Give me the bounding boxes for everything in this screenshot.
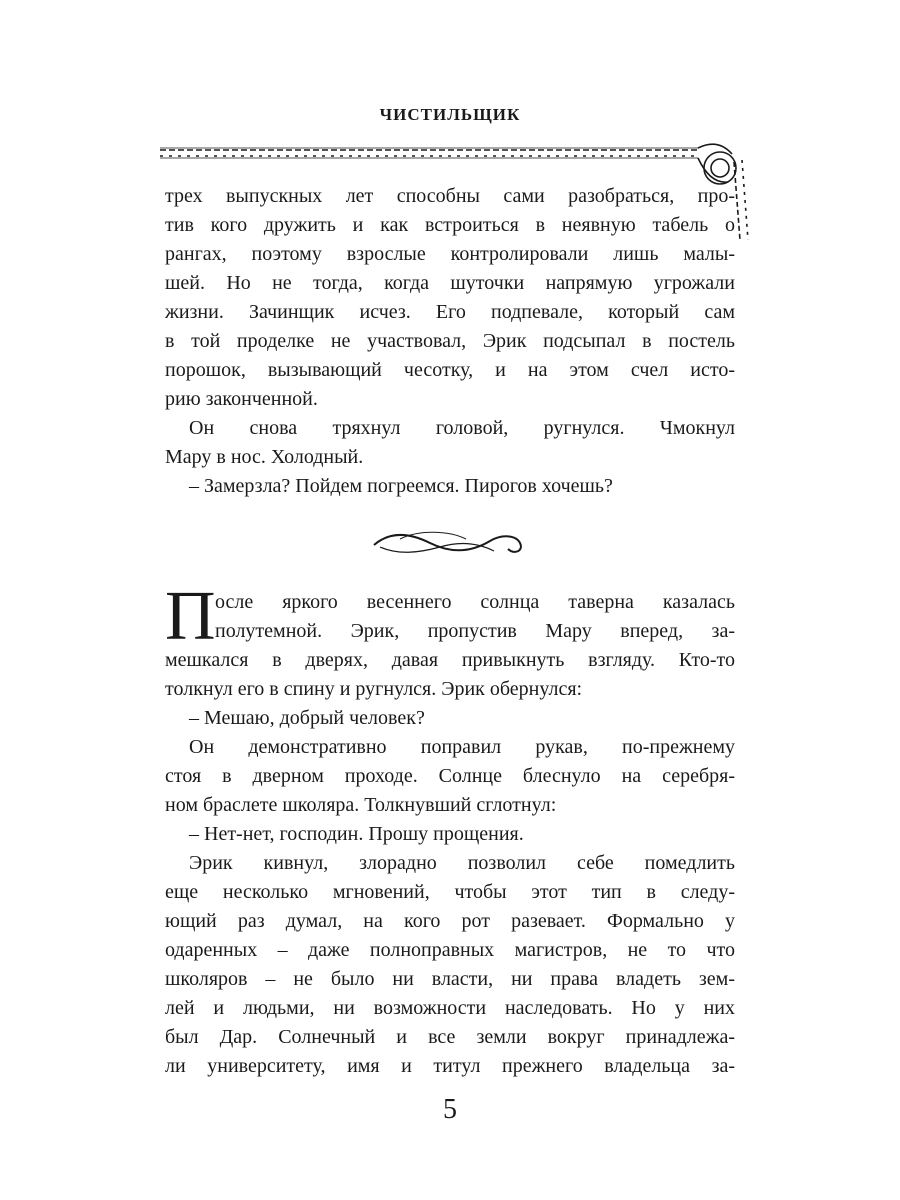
flourish-ornament — [370, 525, 530, 565]
text-line: рию законченной. — [165, 388, 318, 410]
text-line: одаренных – даже полноправных магистров, не то что — [165, 939, 735, 961]
text-line: порошок, вызывающий чесотку, и на этом счел исто- — [165, 359, 735, 381]
text-line: – Замерзла? Пойдем погреемся. Пирогов хочешь? — [189, 475, 613, 497]
page-number: 5 — [443, 1094, 457, 1125]
text-line: – Мешаю, добрый человек? — [189, 707, 425, 729]
text-line: стоя в дверном проходе. Солнце блеснуло на серебря- — [165, 765, 735, 787]
text-line: осле яркого весеннего солнца таверна казалась — [215, 591, 735, 613]
text-line: школяров – не было ни власти, ни права владеть зем- — [165, 968, 735, 990]
text-line: в той проделке не участвовал, Эрик подсыпал в постель — [165, 330, 735, 352]
text-line: полутемной. Эрик, пропустив Мару вперед, за- — [215, 620, 735, 642]
text-line: ном браслете школяра. Толкнувший сглотнул: — [165, 794, 557, 816]
text-line: Он демонстративно поправил рукав, по-прежнему — [189, 736, 735, 758]
text-line: лей и людьми, ни возможности наследовать. Но у них — [165, 997, 735, 1019]
text-line: мешкался в дверях, давая привыкнуть взгляду. Кто-то — [165, 649, 735, 671]
drop-cap: П — [165, 578, 216, 655]
text-line: Он снова тряхнул головой, ругнулся. Чмокнул — [189, 417, 735, 439]
text-line: рангах, поэтому взрослые контролировали лишь малы- — [165, 243, 735, 265]
text-line: жизни. Зачинщик исчез. Его подпевале, который сам — [165, 301, 735, 323]
text-line: трех выпускных лет способны сами разобраться, про- — [165, 185, 735, 207]
text-line: был Дар. Солнечный и все земли вокруг принадлежа- — [165, 1026, 735, 1048]
text-line: еще несколько мгновений, чтобы этот тип в следу- — [165, 881, 735, 903]
text-line: ли университету, имя и титул прежнего владельца за- — [165, 1055, 735, 1077]
text-line: шей. Но не тогда, когда шуточки напрямую угрожали — [165, 272, 735, 294]
text-line: тив кого дружить и как встроиться в неявную табель о — [165, 214, 735, 236]
text-line: Мару в нос. Холодный. — [165, 446, 364, 468]
text-line: толкнул его в спину и ругнулся. Эрик обернулся: — [165, 678, 583, 700]
running-head: чистильщик — [379, 100, 521, 126]
text-block-2 — [165, 588, 735, 1081]
text-line: – Нет-нет, господин. Прошу прощения. — [189, 823, 524, 845]
text-line: ющий раз думал, на кого рот разевает. Формально у — [165, 910, 735, 932]
text-block-1 — [165, 182, 735, 501]
text-line: Эрик кивнул, злорадно позволил себе помедлить — [189, 852, 735, 874]
